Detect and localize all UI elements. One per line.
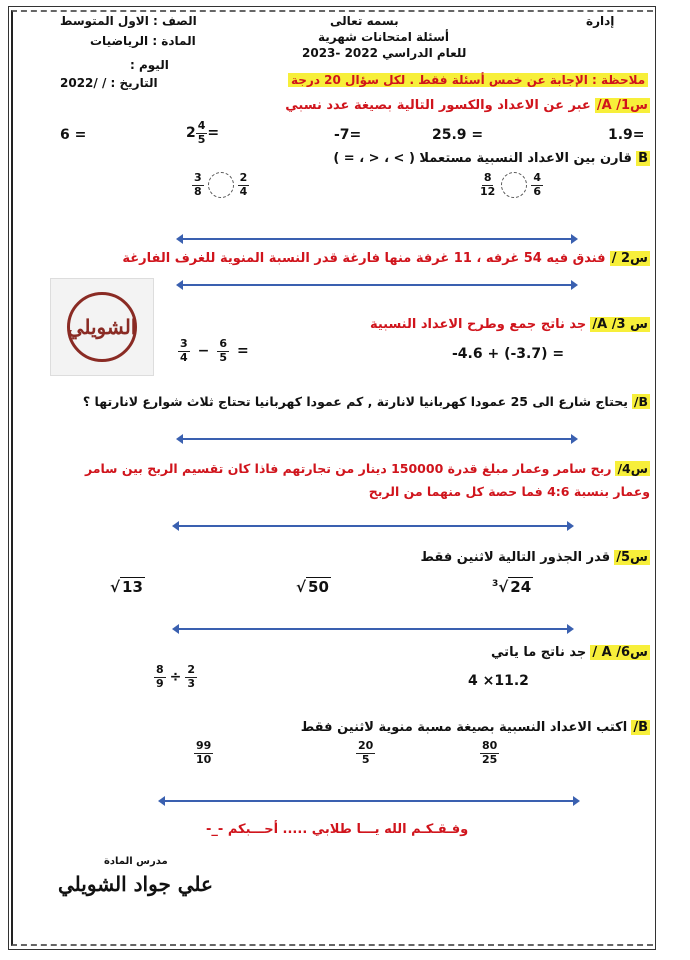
- q3-expr1: -4.6 + (-3.7) =: [452, 346, 565, 362]
- q6b-f3-den: 10: [196, 752, 212, 766]
- q6b-tag: B/: [633, 720, 648, 735]
- q6-text: جد ناتج ما ياتي: [491, 645, 587, 660]
- q6b-header: [301, 720, 650, 735]
- cmp2-b-num: 3: [194, 171, 202, 184]
- q2-tag: س2 /: [611, 251, 648, 266]
- cmp1-a-num: 4: [533, 171, 541, 184]
- compare-1: [478, 172, 543, 198]
- q4-text-1: ربح سامر وعمار مبلغ قدرة 150000 دينار من تجارتهم فاذا كان تقسيم الربح بين سامر: [84, 461, 612, 476]
- basmala: بسمه تعالى: [330, 14, 399, 28]
- day-label: اليوم :: [130, 58, 169, 72]
- q3-text: جد ناتج جمع وطرح الاعداد النسبية: [369, 317, 587, 332]
- q2-header: [122, 251, 650, 266]
- q1-header: [285, 98, 650, 113]
- root-index: 3: [492, 579, 499, 589]
- grade-label: الصف : الاول المتوسط: [60, 14, 197, 28]
- q6-expr2: [154, 664, 197, 690]
- q6-tag: س6/ A /: [592, 645, 648, 660]
- q5-header: [420, 550, 650, 565]
- q3-eq: =: [237, 343, 249, 360]
- cmp1-b-num: 8: [483, 171, 492, 184]
- q1-text: عبر عن الاعداد والكسور التالية بصيغة عدد نسبي: [285, 98, 591, 113]
- school-year: للعام الدراسي 2022 -2023: [302, 46, 467, 60]
- q5-text: قدر الجذور التالية لاثنين فقط: [420, 550, 611, 565]
- root-50: √ 50: [296, 578, 329, 596]
- q6b-f2-num: 20: [358, 739, 374, 752]
- q6b-f1-num: 80: [482, 739, 498, 752]
- q6b-frac-3: [194, 740, 213, 766]
- mixed-den: 5: [197, 132, 206, 146]
- q3-minus: −: [197, 343, 210, 360]
- compare-blank-1[interactable]: [501, 172, 527, 198]
- root-value-24: 24: [510, 578, 532, 596]
- separator-4: [178, 525, 568, 527]
- root-13: √ 13: [110, 578, 143, 596]
- q1b-text: قارن بين الاعداد النسبية مستعملا ( > ، < ، = ): [333, 151, 632, 166]
- q5-tag: س5/: [616, 550, 648, 565]
- separator-6: [164, 800, 574, 802]
- mixed-num: 4: [197, 119, 206, 132]
- q3-tag: س 3/ A/: [592, 317, 648, 332]
- admin-label: إدارة: [586, 14, 615, 28]
- q1-item-1: 1.9=: [608, 127, 645, 143]
- exam-title: أسئلة امتحانات شهرية: [318, 30, 449, 44]
- closing-wish: وفـقـكـم الله يـــا طلابي ..... أحـــبكم -_-: [206, 822, 469, 837]
- cmp2-a-den: 4: [239, 184, 248, 198]
- q6b-f1-den: 25: [482, 752, 498, 766]
- q4-tag: س4/: [617, 461, 648, 476]
- root-cube-24: $^3$√ 24: [492, 578, 532, 596]
- q3b-text: يحتاج شارع الى 25 عمودا كهربانيا لانارتة , كم عمودا كهربانيا تحتاج ثلاث شوارع لانارتها ؟: [82, 394, 628, 409]
- q6b-f2-den: 5: [361, 752, 370, 766]
- q6-f1-den: 9: [156, 676, 164, 690]
- q2-text: فندق فيه 54 غرفه ، 11 غرفة منها فارغة قدر النسبة المنوية للغرف الفارغة: [122, 251, 606, 266]
- mixed-eq: =: [207, 125, 220, 142]
- q3b-header: [83, 394, 650, 409]
- q6-header: [491, 645, 650, 660]
- date-label: التاريخ : / /2022: [60, 76, 158, 90]
- root-value-50: 50: [308, 578, 329, 596]
- q6-expr1: 4 ×11.2: [468, 673, 529, 689]
- q1b-tag: B: [638, 151, 648, 166]
- q3b-tag: B/: [633, 394, 648, 409]
- q3-f2-den: 5: [219, 350, 228, 364]
- mixed-whole: 2: [186, 125, 196, 142]
- q3-header: [370, 317, 650, 332]
- teacher-name: علي جواد الشويلي: [58, 872, 213, 896]
- compare-2: [192, 172, 249, 198]
- q6b-text: اكتب الاعداد النسبية بصيغة مسبة منوية لاثنين فقط: [300, 720, 628, 735]
- q6b-frac-2: [356, 740, 375, 766]
- q6-div: ÷: [169, 669, 182, 686]
- q4-line1: [85, 461, 650, 476]
- cmp1-a-den: 6: [533, 184, 541, 198]
- cmp1-b-den: 12: [480, 184, 496, 198]
- q6-f2-den: 3: [187, 676, 196, 690]
- teacher-label: مدرس المادة: [104, 856, 168, 867]
- q6b-frac-1: [480, 740, 499, 766]
- exam-note: ملاحظة : الإجابة عن خمس أسئلة فقط . لكل سؤال 20 درجة: [288, 73, 648, 87]
- q1b-header: [333, 151, 650, 166]
- q1-tag: س1/ A/: [596, 98, 648, 113]
- separator-2: [182, 284, 572, 286]
- q1-item-2: 25.9 =: [432, 127, 484, 143]
- q3-expr2: [178, 338, 249, 364]
- q6b-f3-num: 99: [196, 739, 212, 752]
- separator-5: [178, 628, 568, 630]
- q3-f1-num: 3: [180, 337, 188, 350]
- q6-f1-num: 8: [156, 663, 164, 676]
- q6-f2-num: 2: [187, 663, 196, 676]
- q3-f1-den: 4: [180, 350, 188, 364]
- separator-3: [182, 438, 572, 440]
- q1-item-3: -7=: [334, 127, 362, 143]
- cmp2-a-num: 2: [239, 171, 248, 184]
- logo-seal: الشويلي: [67, 292, 137, 362]
- root-value-13: 13: [122, 578, 143, 596]
- cmp2-b-den: 8: [194, 184, 202, 198]
- compare-blank-2[interactable]: [208, 172, 234, 198]
- right-margin: [658, 0, 682, 960]
- separator-1: [182, 238, 572, 240]
- q4-text-2: وعمار بنسبة 4:6 فما حصة كل منهما من الربح: [368, 484, 650, 499]
- q1-item-5: 6 =: [60, 127, 87, 143]
- q1-item-mixed: [186, 120, 219, 146]
- subject-label: المادة : الرياضيات: [90, 34, 196, 48]
- q3-f2-num: 6: [219, 337, 228, 350]
- teacher-logo: [50, 278, 154, 376]
